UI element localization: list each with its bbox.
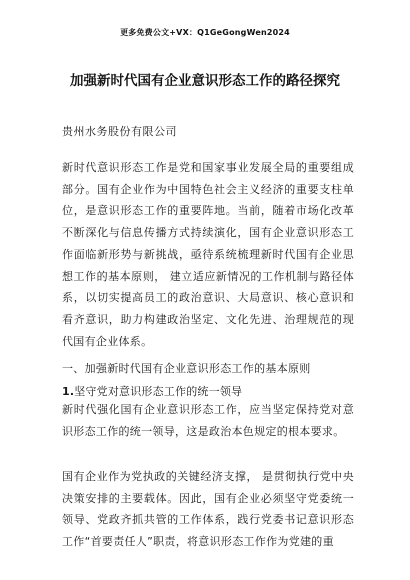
company-name: 贵州水务股份有限公司 [62,125,177,138]
subsection-title: 坚守党对意识形态工作的统一领导 [74,385,243,398]
subsection-number: 1. [62,385,75,398]
section-heading-1: 一、加强新时代国有企业意识形态工作的基本原则 [62,362,311,375]
header-note: 更多免费公文+VX：Q1GeGongWen2024 [120,28,290,37]
paragraph-2: 新时代强化国有企业意识形态工作，应当坚定保持党对意识形态工作的统一领导，这是政治本色规定的根本要求。 [62,403,354,438]
subsection-heading-1 [62,383,242,399]
paragraph-3: 国有企业作为党执政的关键经济支撑， 是贯彻执行党中央决策安排的主要载体。因此，国有企业必须坚守党委统一领导、党政齐抓共管的工作体系，践行党委书记意识形态工作“首要责任人”职责，将意识形态工作作为党建的重 [62,470,354,549]
document-title: 加强新时代国有企业意识形态工作的路径探究 [70,73,340,89]
intro-paragraph: 新时代意识形态工作是党和国家事业发展全局的重要组成部分。国有企业作为中国特色社会主义经济的重要支柱单位，是意识形态工作的重要阵地。当前，随着市场化改革不断深化与信息传播方式持续演化，国有企业意识形态工作面临新形势与新挑战，亟待系统梳理新时代国有企业思想工作的基本原则， 建立适应新情况的工作机制与路径体系，以切实提高员工的政治意识、大局意识、核心意识和看齐意识，助力构建政治坚定、文化先进、治理规范的现代国有企业体系。 [62,161,354,348]
